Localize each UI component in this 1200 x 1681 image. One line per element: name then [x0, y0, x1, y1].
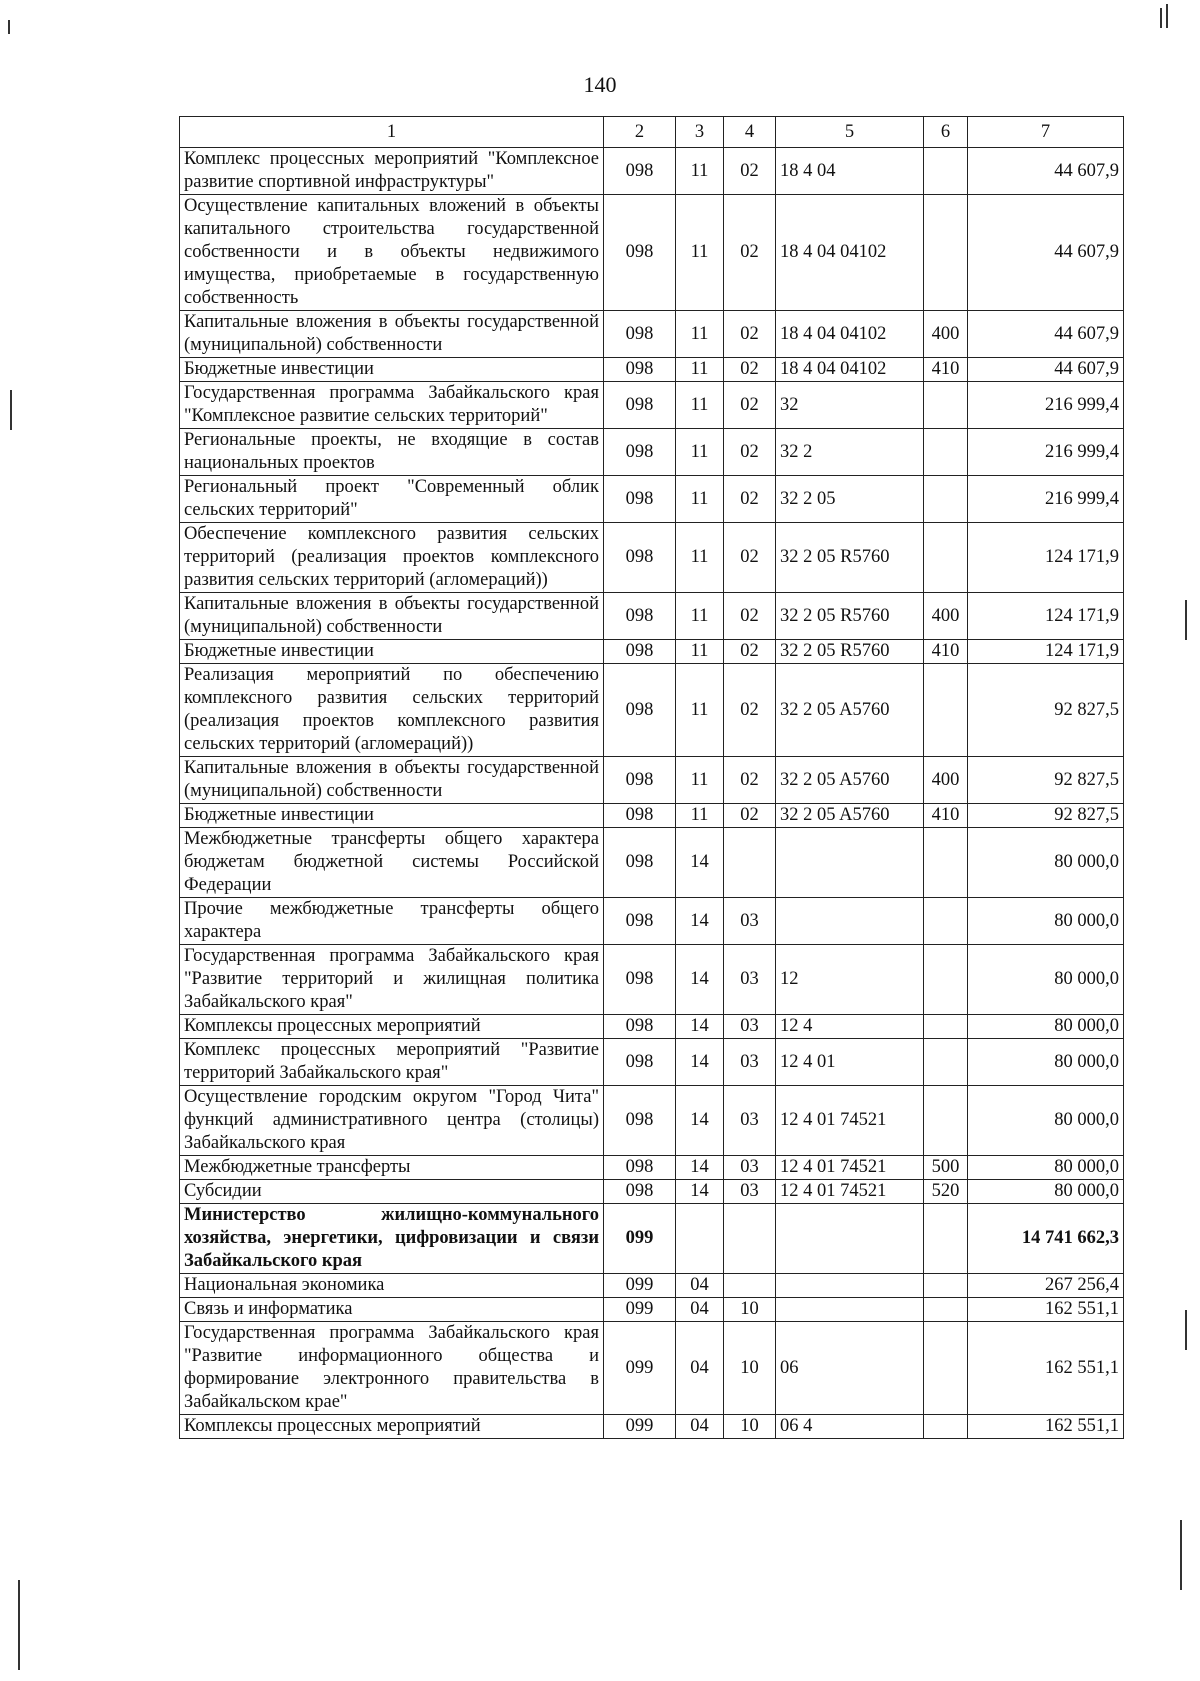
table-row [180, 148, 1124, 195]
row-cell-c4: 02 [724, 311, 776, 358]
table-row [180, 1274, 1124, 1298]
row-cell-c5: 18 4 04 04102 [776, 195, 924, 311]
row-name-cell: Прочие межбюджетные трансферты общего характера [180, 898, 604, 945]
row-cell-c5: 32 2 05 A5760 [776, 664, 924, 757]
row-cell-c3: 04 [676, 1415, 724, 1439]
row-cell-c5 [776, 1274, 924, 1298]
row-cell-c6 [924, 382, 968, 429]
row-cell-c2: 099 [604, 1274, 676, 1298]
row-cell-c6 [924, 1274, 968, 1298]
row-cell-c6 [924, 429, 968, 476]
table-row [180, 804, 1124, 828]
row-cell-c6: 400 [924, 593, 968, 640]
row-cell-c2: 098 [604, 1156, 676, 1180]
row-cell-c7: 80 000,0 [968, 1180, 1124, 1204]
row-cell-c4 [724, 1274, 776, 1298]
table-header-row [180, 117, 1124, 148]
row-cell-c6: 520 [924, 1180, 968, 1204]
row-cell-c5 [776, 898, 924, 945]
row-name-cell: Бюджетные инвестиции [180, 358, 604, 382]
row-cell-c2: 098 [604, 1086, 676, 1156]
table-row [180, 1415, 1124, 1439]
table-row [180, 1015, 1124, 1039]
row-cell-c5: 32 [776, 382, 924, 429]
row-cell-c2: 098 [604, 382, 676, 429]
row-cell-c2: 098 [604, 1180, 676, 1204]
row-cell-c6: 410 [924, 358, 968, 382]
row-cell-c2: 098 [604, 358, 676, 382]
row-cell-c7: 80 000,0 [968, 1039, 1124, 1086]
row-cell-c5 [776, 1298, 924, 1322]
column-header: 1 [180, 117, 604, 148]
row-cell-c7: 216 999,4 [968, 476, 1124, 523]
column-header: 3 [676, 117, 724, 148]
row-cell-c6 [924, 945, 968, 1015]
row-cell-c2: 098 [604, 828, 676, 898]
row-cell-c3: 04 [676, 1322, 724, 1415]
row-cell-c5: 12 4 01 [776, 1039, 924, 1086]
row-cell-c3: 14 [676, 1086, 724, 1156]
row-cell-c2: 098 [604, 1039, 676, 1086]
row-cell-c6 [924, 148, 968, 195]
row-cell-c4: 02 [724, 640, 776, 664]
row-name-cell: Связь и информатика [180, 1298, 604, 1322]
row-cell-c5: 12 [776, 945, 924, 1015]
row-cell-c2: 098 [604, 429, 676, 476]
row-cell-c6 [924, 1039, 968, 1086]
row-name-cell: Региональные проекты, не входящие в состав национальных проектов [180, 429, 604, 476]
row-cell-c4: 02 [724, 523, 776, 593]
row-cell-c4: 10 [724, 1322, 776, 1415]
row-cell-c3: 14 [676, 828, 724, 898]
row-cell-c4: 10 [724, 1298, 776, 1322]
row-cell-c3: 11 [676, 148, 724, 195]
row-name-cell: Министерство жилищно-коммунального хозяйства, энергетики, цифровизации и связи Забайкальского края [180, 1204, 604, 1274]
row-cell-c7: 162 551,1 [968, 1415, 1124, 1439]
row-cell-c6 [924, 828, 968, 898]
row-cell-c7: 80 000,0 [968, 898, 1124, 945]
row-cell-c7: 92 827,5 [968, 804, 1124, 828]
row-name-cell: Комплекс процессных мероприятий "Развитие территорий Забайкальского края" [180, 1039, 604, 1086]
row-cell-c5: 18 4 04 [776, 148, 924, 195]
row-name-cell: Национальная экономика [180, 1274, 604, 1298]
row-cell-c3: 14 [676, 1180, 724, 1204]
budget-table [179, 116, 1124, 1439]
row-cell-c3: 11 [676, 195, 724, 311]
row-name-cell: Комплексы процессных мероприятий [180, 1015, 604, 1039]
row-cell-c4: 10 [724, 1415, 776, 1439]
row-cell-c3: 14 [676, 1015, 724, 1039]
row-cell-c2: 098 [604, 148, 676, 195]
row-cell-c5: 32 2 05 A5760 [776, 757, 924, 804]
row-name-cell: Государственная программа Забайкальского края "Развитие территорий и жилищная политика Забайкальского края" [180, 945, 604, 1015]
row-cell-c5: 32 2 05 R5760 [776, 523, 924, 593]
row-cell-c3: 11 [676, 593, 724, 640]
row-cell-c4: 03 [724, 945, 776, 1015]
row-cell-c5: 12 4 01 74521 [776, 1086, 924, 1156]
row-cell-c5: 32 2 05 A5760 [776, 804, 924, 828]
row-cell-c4: 03 [724, 1015, 776, 1039]
row-cell-c7: 14 741 662,3 [968, 1204, 1124, 1274]
row-cell-c2: 098 [604, 476, 676, 523]
row-cell-c7: 80 000,0 [968, 945, 1124, 1015]
table-row [180, 1180, 1124, 1204]
row-cell-c4: 02 [724, 382, 776, 429]
table-row [180, 382, 1124, 429]
table-row [180, 1298, 1124, 1322]
table-row [180, 945, 1124, 1015]
column-header: 4 [724, 117, 776, 148]
scan-mark [10, 390, 12, 430]
row-cell-c3: 14 [676, 1156, 724, 1180]
row-cell-c7: 92 827,5 [968, 757, 1124, 804]
row-cell-c4: 02 [724, 664, 776, 757]
row-cell-c4: 03 [724, 1086, 776, 1156]
row-cell-c2: 098 [604, 1015, 676, 1039]
table-row [180, 523, 1124, 593]
row-cell-c7: 44 607,9 [968, 358, 1124, 382]
scan-mark [8, 20, 10, 34]
column-header: 2 [604, 117, 676, 148]
row-cell-c3 [676, 1204, 724, 1274]
table-row [180, 664, 1124, 757]
row-cell-c2: 098 [604, 640, 676, 664]
row-cell-c4 [724, 828, 776, 898]
table-row [180, 898, 1124, 945]
row-name-cell: Капитальные вложения в объекты государственной (муниципальной) собственности [180, 311, 604, 358]
table-row [180, 358, 1124, 382]
row-cell-c3: 11 [676, 640, 724, 664]
row-cell-c5: 18 4 04 04102 [776, 311, 924, 358]
row-cell-c4: 02 [724, 195, 776, 311]
table-row [180, 1204, 1124, 1274]
row-cell-c3: 14 [676, 945, 724, 1015]
row-cell-c4: 02 [724, 757, 776, 804]
table-row [180, 476, 1124, 523]
row-cell-c5: 18 4 04 04102 [776, 358, 924, 382]
row-cell-c4: 02 [724, 429, 776, 476]
row-name-cell: Капитальные вложения в объекты государственной (муниципальной) собственности [180, 593, 604, 640]
row-cell-c6: 500 [924, 1156, 968, 1180]
row-cell-c7: 44 607,9 [968, 148, 1124, 195]
scan-mark [1180, 1520, 1182, 1590]
row-cell-c5 [776, 1204, 924, 1274]
row-cell-c5: 32 2 05 R5760 [776, 593, 924, 640]
row-cell-c7: 124 171,9 [968, 593, 1124, 640]
row-cell-c3: 11 [676, 358, 724, 382]
row-cell-c7: 124 171,9 [968, 640, 1124, 664]
row-cell-c5: 12 4 01 74521 [776, 1156, 924, 1180]
row-cell-c2: 098 [604, 593, 676, 640]
row-cell-c5: 12 4 01 74521 [776, 1180, 924, 1204]
row-cell-c6 [924, 476, 968, 523]
row-cell-c7: 44 607,9 [968, 311, 1124, 358]
row-cell-c2: 099 [604, 1415, 676, 1439]
row-name-cell: Межбюджетные трансферты общего характера бюджетам бюджетной системы Российской Федерации [180, 828, 604, 898]
row-name-cell: Капитальные вложения в объекты государственной (муниципальной) собственности [180, 757, 604, 804]
table-row [180, 195, 1124, 311]
row-name-cell: Государственная программа Забайкальского края "Комплексное развитие сельских территорий" [180, 382, 604, 429]
row-cell-c4: 02 [724, 804, 776, 828]
row-cell-c5 [776, 828, 924, 898]
row-cell-c7: 92 827,5 [968, 664, 1124, 757]
row-cell-c5: 32 2 05 R5760 [776, 640, 924, 664]
row-cell-c6: 400 [924, 757, 968, 804]
row-name-cell: Бюджетные инвестиции [180, 804, 604, 828]
row-cell-c6 [924, 1204, 968, 1274]
row-cell-c3: 11 [676, 311, 724, 358]
row-cell-c2: 098 [604, 804, 676, 828]
row-cell-c5: 06 4 [776, 1415, 924, 1439]
row-cell-c3: 11 [676, 382, 724, 429]
scan-mark [18, 1580, 20, 1670]
row-cell-c6 [924, 1298, 968, 1322]
row-cell-c6: 410 [924, 804, 968, 828]
row-cell-c2: 098 [604, 945, 676, 1015]
row-cell-c7: 162 551,1 [968, 1322, 1124, 1415]
row-name-cell: Обеспечение комплексного развития сельских территорий (реализация проектов комплексного развития сельских территорий (агломераций)) [180, 523, 604, 593]
scan-mark [1166, 4, 1168, 28]
table-row [180, 640, 1124, 664]
row-cell-c3: 11 [676, 664, 724, 757]
row-cell-c3: 11 [676, 429, 724, 476]
row-cell-c7: 267 256,4 [968, 1274, 1124, 1298]
scan-mark [1185, 600, 1187, 640]
row-cell-c4: 03 [724, 898, 776, 945]
row-cell-c3: 11 [676, 476, 724, 523]
row-name-cell: Бюджетные инвестиции [180, 640, 604, 664]
row-cell-c2: 099 [604, 1322, 676, 1415]
row-cell-c3: 11 [676, 523, 724, 593]
column-header: 5 [776, 117, 924, 148]
table-row [180, 1322, 1124, 1415]
row-name-cell: Региональный проект "Современный облик сельских территорий" [180, 476, 604, 523]
row-cell-c2: 098 [604, 898, 676, 945]
scan-mark [1185, 1310, 1187, 1350]
row-cell-c7: 216 999,4 [968, 382, 1124, 429]
row-cell-c5: 32 2 05 [776, 476, 924, 523]
row-cell-c7: 44 607,9 [968, 195, 1124, 311]
row-cell-c6 [924, 898, 968, 945]
row-name-cell: Комплексы процессных мероприятий [180, 1415, 604, 1439]
row-name-cell: Комплекс процессных мероприятий "Комплексное развитие спортивной инфраструктуры" [180, 148, 604, 195]
row-cell-c4: 02 [724, 476, 776, 523]
row-cell-c7: 80 000,0 [968, 828, 1124, 898]
row-cell-c4: 02 [724, 593, 776, 640]
row-name-cell: Осуществление городским округом "Город Чита" функций административного центра (столицы) Забайкальского края [180, 1086, 604, 1156]
row-cell-c3: 04 [676, 1298, 724, 1322]
row-cell-c6 [924, 664, 968, 757]
row-cell-c7: 216 999,4 [968, 429, 1124, 476]
row-name-cell: Реализация мероприятий по обеспечению комплексного развития сельских территорий (реализация проектов комплексного развития сельских территорий (агломераций)) [180, 664, 604, 757]
row-cell-c2: 098 [604, 664, 676, 757]
row-cell-c4: 02 [724, 148, 776, 195]
row-cell-c2: 098 [604, 757, 676, 804]
scan-mark [1160, 8, 1162, 28]
column-header: 7 [968, 117, 1124, 148]
row-cell-c4 [724, 1204, 776, 1274]
row-cell-c6 [924, 523, 968, 593]
row-cell-c2: 098 [604, 311, 676, 358]
table-row [180, 429, 1124, 476]
row-name-cell: Осуществление капитальных вложений в объекты капитального строительства государственной собственности и в объекты недвижимого имущества, приобретаемые в государственную собственность [180, 195, 604, 311]
row-cell-c2: 099 [604, 1204, 676, 1274]
row-cell-c5: 06 [776, 1322, 924, 1415]
row-cell-c7: 80 000,0 [968, 1086, 1124, 1156]
row-cell-c2: 099 [604, 1298, 676, 1322]
table-row [180, 757, 1124, 804]
row-cell-c4: 03 [724, 1039, 776, 1086]
table-row [180, 593, 1124, 640]
row-cell-c3: 11 [676, 804, 724, 828]
row-cell-c3: 04 [676, 1274, 724, 1298]
table-row [180, 1086, 1124, 1156]
row-cell-c6 [924, 1015, 968, 1039]
row-cell-c6 [924, 1086, 968, 1156]
table-row [180, 1156, 1124, 1180]
row-cell-c3: 14 [676, 1039, 724, 1086]
row-cell-c2: 098 [604, 195, 676, 311]
table-row [180, 311, 1124, 358]
row-cell-c4: 02 [724, 358, 776, 382]
row-cell-c5: 32 2 [776, 429, 924, 476]
row-cell-c4: 03 [724, 1180, 776, 1204]
row-cell-c5: 12 4 [776, 1015, 924, 1039]
row-cell-c2: 098 [604, 523, 676, 593]
row-cell-c3: 11 [676, 757, 724, 804]
row-cell-c6 [924, 195, 968, 311]
row-cell-c7: 80 000,0 [968, 1015, 1124, 1039]
row-cell-c6 [924, 1322, 968, 1415]
row-cell-c7: 124 171,9 [968, 523, 1124, 593]
table-body [180, 148, 1124, 1439]
row-cell-c7: 162 551,1 [968, 1298, 1124, 1322]
row-cell-c7: 80 000,0 [968, 1156, 1124, 1180]
row-name-cell: Государственная программа Забайкальского края "Развитие информационного общества и формирование электронного правительства в Забайкальском крае" [180, 1322, 604, 1415]
row-cell-c6 [924, 1415, 968, 1439]
table-row [180, 1039, 1124, 1086]
row-name-cell: Межбюджетные трансферты [180, 1156, 604, 1180]
column-header: 6 [924, 117, 968, 148]
row-name-cell: Субсидии [180, 1180, 604, 1204]
row-cell-c4: 03 [724, 1156, 776, 1180]
row-cell-c6: 400 [924, 311, 968, 358]
row-cell-c3: 14 [676, 898, 724, 945]
table-row [180, 828, 1124, 898]
page-number: 140 [583, 72, 617, 97]
row-cell-c6: 410 [924, 640, 968, 664]
